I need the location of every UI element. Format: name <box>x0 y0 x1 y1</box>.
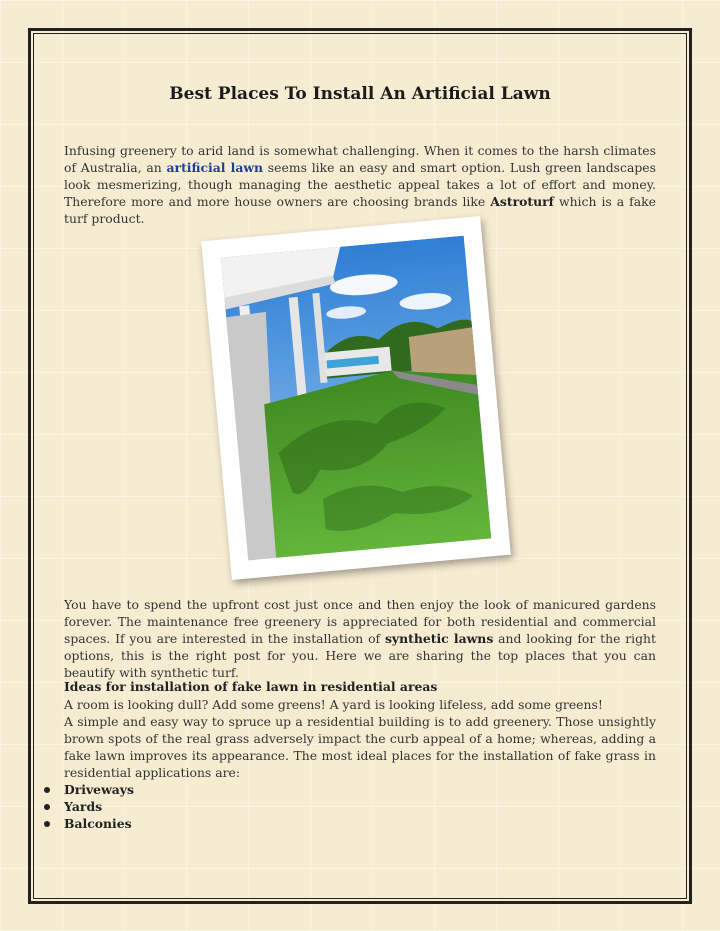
list-item: Driveways <box>44 781 134 798</box>
section2-paragraph <box>64 596 656 681</box>
residential-heading: Ideas for installation of fake lawn in residential areas <box>64 679 438 694</box>
residential-paragraph <box>64 696 656 781</box>
page-title: Best Places To Install An Artificial Lawn <box>169 84 551 104</box>
artificial-lawn-link[interactable]: artificial lawn <box>166 160 264 175</box>
artificial-lawn-photo-icon <box>221 236 492 561</box>
intro-text-1: Infusing greenery to arid land is somewhat challenging. When it comes to the harsh climates of Australia, an <box>64 143 656 175</box>
synthetic-lawns-term: synthetic lawns <box>384 631 494 646</box>
list-item: Balconies <box>44 815 134 832</box>
section2-text-1: You have to spend the upfront cost just once and then enjoy the look of manicured gardens forever. The maintenance free greenery is appreciated for both residential and commercial spaces. If you are interested in the installation of <box>64 597 656 646</box>
section2-text-2: and looking for the right options, this is the right post for you. Here we are sharing the top places that you can beautify with synthetic turf. <box>64 631 656 680</box>
residential-body: A simple and easy way to spruce up a residential building is to add greenery. Those unsightly brown spots of the real grass adversely impact the curb appeal of a home; whereas, adding a fake lawn improves its appearance. The most ideal places for the installation of fake grass in residential applications are: <box>64 714 656 780</box>
residential-list <box>44 781 134 832</box>
list-item: Yards <box>44 798 134 815</box>
astroturf-brand: Astroturf <box>490 194 554 209</box>
lawn-photo <box>201 216 511 580</box>
intro-text-2: seems like an easy and smart option. Lush green landscapes look mesmerizing, though managing the aesthetic appeal takes a lot of effort and money. Therefore more and more house owners are choosing brands like <box>64 160 656 209</box>
intro-text-3: which is a fake turf product. <box>64 194 656 226</box>
residential-line1: A room is looking dull? Add some greens! A yard is looking lifeless, add some greens! <box>64 697 603 712</box>
intro-paragraph <box>64 142 656 227</box>
